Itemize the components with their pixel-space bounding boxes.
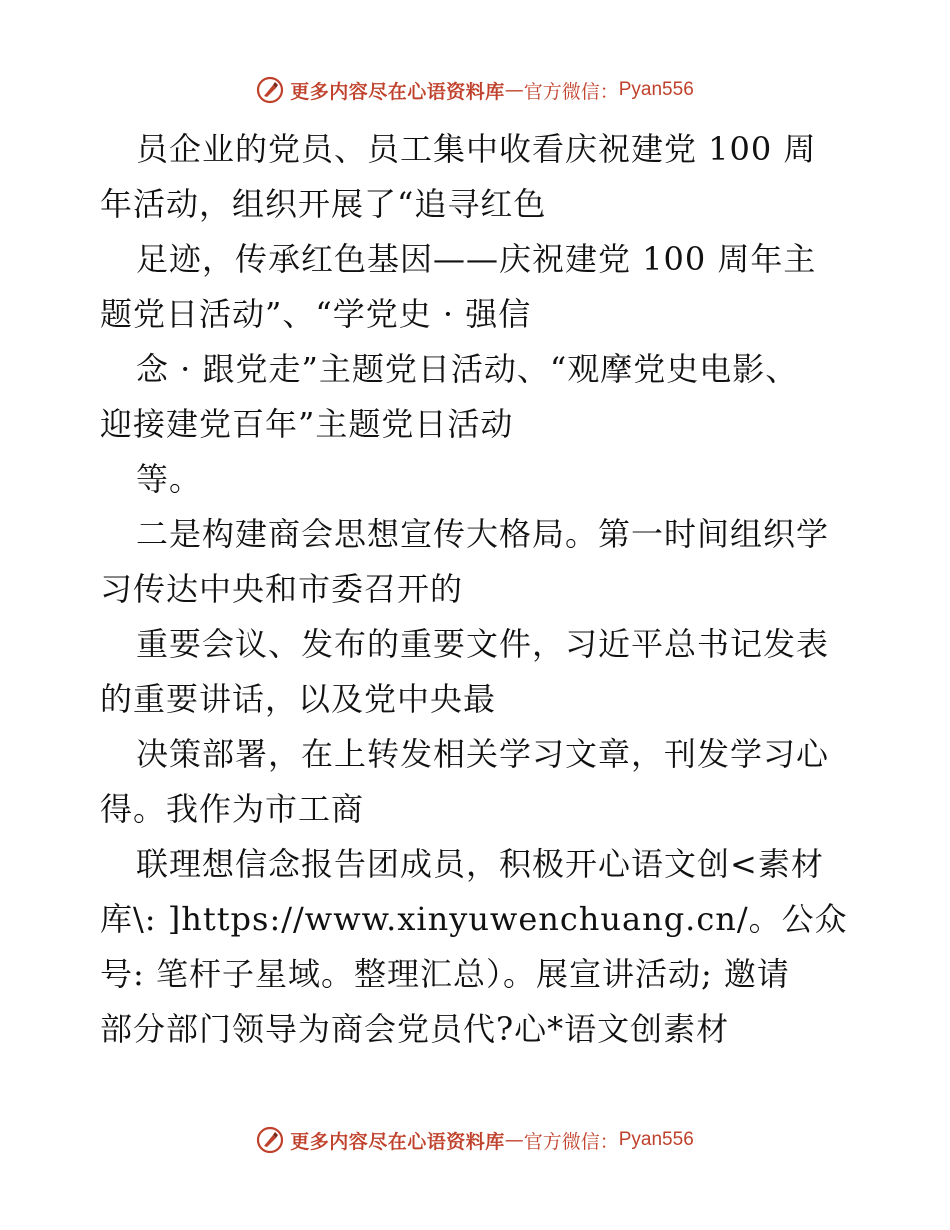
banner-wechat-id: Pyan556 xyxy=(618,79,694,100)
banner-title: 更多内容尽在心语资料库 xyxy=(290,80,505,103)
text-line: 得。我作为市工商 xyxy=(100,790,365,828)
text-line: 部分部门领导为商会党员代?心*语文创素材 xyxy=(100,1010,730,1048)
text-line: 员企业的党员、员工集中收看庆祝建党 100 周 xyxy=(136,130,817,168)
text-line: 年活动，组织开展了“追寻红色 xyxy=(100,185,547,223)
text-line: 迎接建党百年”主题党日活动 xyxy=(100,405,514,443)
banner-dash: — xyxy=(504,1129,524,1151)
text-line: 题党日活动”、“学党史 · 强信 xyxy=(100,295,532,333)
text-line: 习传达中央和市委召开的 xyxy=(100,570,464,608)
text-line: 等。 xyxy=(136,460,203,498)
text-line: 决策部署，在上转发相关学习文章，刊发学习心 xyxy=(136,735,830,773)
text-line: 的重要讲话，以及党中央最 xyxy=(100,680,497,718)
text-line: 念 · 跟党走”主题党日活动、“观摩党史电影、 xyxy=(136,350,799,388)
document-body xyxy=(100,122,860,1057)
banner-dash: — xyxy=(504,79,524,101)
text-line: 二是构建商会思想宣传大格局。第一时间组织学 xyxy=(136,515,830,553)
header-banner xyxy=(0,72,950,108)
banner-wechat-id: Pyan556 xyxy=(618,1129,694,1150)
pen-logo-icon xyxy=(256,1126,284,1154)
footer-banner xyxy=(0,1122,950,1158)
banner-wechat-label: 官方微信： xyxy=(523,80,619,103)
pen-logo-icon xyxy=(256,76,284,104)
text-line: 号: 笔杆子星域。整理汇总）。展宣讲活动; 邀请 xyxy=(100,955,790,993)
text-line: 联理想信念报告团成员，积极开心语文创<素材 xyxy=(136,845,824,883)
text-line: 库\: ]https://www.xinyuwenchuang.cn/。公众 xyxy=(100,900,848,938)
text-line: 重要会议、发布的重要文件，习近平总书记发表 xyxy=(136,625,830,663)
text-line: 足迹，传承红色基因——庆祝建党 100 周年主 xyxy=(136,240,817,278)
banner-wechat-label: 官方微信： xyxy=(523,1130,619,1153)
banner-title: 更多内容尽在心语资料库 xyxy=(290,1130,505,1153)
